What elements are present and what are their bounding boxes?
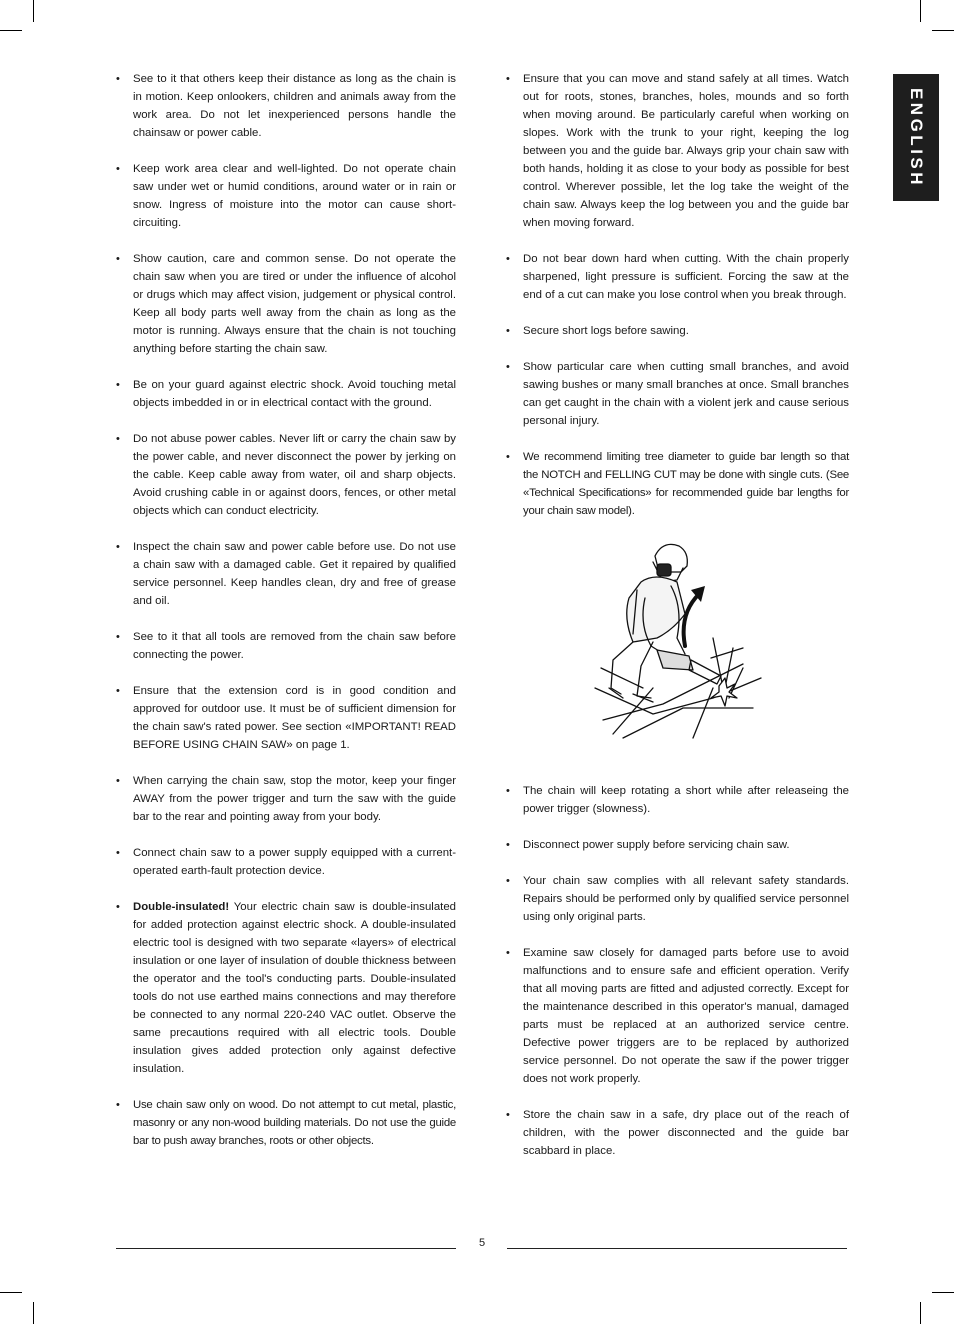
crop-mark [920,1302,921,1324]
list-item: • Your chain saw complies with all relevant safety standards. Repairs should be performed only by qualified service personnel using only original parts. [505,872,849,926]
list-item: • See to it that all tools are removed from the chain saw before connecting the power. [115,628,456,664]
crop-mark [0,1292,22,1293]
list-item: • Double-insulated! Your electric chain saw is double-insulated for added protection against electric shock. A double-insulated electric tool is designed with two separate «layers» of electrical insulation or one layer of insulation of double thickness between the operator and the tool's conducting parts. Double-insulated tools do not use earthed mains connections and may therefore be connected to any normal 220-240 VAC outlet. Observe the same precautions required with all electric tools. Double insulation gives added protection only against defective insulation. [115,898,456,1078]
list-item: • Show caution, care and common sense. Do not operate the chain saw when you are tired or under the influence of alcohol or drugs which may affect vision, judgement or physical control. Keep all body parts well away from the chain as long as the motor is running. Always ensure that the chain is not touching anything before starting the chain saw. [115,250,456,358]
list-item: • Be on your guard against electric shock. Avoid touching metal objects imbedded in or in electrical contact with the ground. [115,376,456,412]
list-item: • Secure short logs before sawing. [505,322,849,340]
crop-mark [920,0,921,22]
right-bullet-list-bottom [505,782,849,1160]
list-item: • Do not bear down hard when cutting. With the chain properly sharpened, light pressure is sufficient. Forcing the saw at the end of a cut can make you lose control when you break through. [505,250,849,304]
chainsaw-illustration [505,538,849,758]
crop-mark [932,1292,954,1293]
list-item: • When carrying the chain saw, stop the motor, keep your finger AWAY from the power trigger and turn the saw with the guide bar to the rear and pointing away from your body. [115,772,456,826]
list-item: • Show particular care when cutting small branches, and avoid sawing bushes or many small branches at once. Small branches can get caught in the chain with a violent jerk and cause serious personal injury. [505,358,849,430]
list-item: • Inspect the chain saw and power cable before use. Do not use a chain saw with a damaged cable. Get it repaired by qualified service personnel. Keep handles clean, dry and free of grease and oil. [115,538,456,610]
crop-mark [932,30,954,31]
footer-rule-left [116,1248,456,1249]
list-item: • Disconnect power supply before servicing chain saw. [505,836,849,854]
left-bullet-list [115,70,456,1150]
right-bullet-list-top [505,70,849,520]
list-item: • Examine saw closely for damaged parts before use to avoid malfunctions and to ensure safe and efficient operation. Verify that all moving parts are fitted and adjusted correctly. Except for the maintenance described in this operator's manual, damaged parts must be replaced at an authorized service centre. Defective power triggers are to be replaced by authorized service personnel. Do not operate the saw if the power trigger does not work properly. [505,944,849,1088]
list-item: • Store the chain saw in a safe, dry place out of the reach of children, with the power disconnected and the guide bar scabbard in place. [505,1106,849,1160]
list-item: • See to it that others keep their distance as long as the chain is in motion. Keep onlookers, children and animals away from the work area. Do not let inexperienced persons handle the chainsaw or power cable. [115,70,456,142]
footer-rule-right [507,1248,847,1249]
right-column [505,70,849,1178]
worker-cutting-branches-icon [593,538,763,748]
list-item: • Ensure that you can move and stand safely at all times. Watch out for roots, stones, branches, holes, mounds and so forth when moving around. Be particularly careful when working on slopes. Work with the trunk to your right, keeping the log between you and the guide bar. Always grip your chain saw with both hands, holding it as close to your body as possible for best control. Wherever possible, let the log take the weight of the chain saw. Always keep the log between you and the guide bar when moving forward. [505,70,849,232]
list-item: • Connect chain saw to a power supply equipped with a current-operated earth-fault protection device. [115,844,456,880]
list-item: • The chain will keep rotating a short while after releaseing the power trigger (slowness). [505,782,849,818]
crop-mark [33,0,34,22]
left-column [115,70,456,1168]
crop-mark [0,30,22,31]
list-item: • Keep work area clear and well-lighted. Do not operate chain saw under wet or humid conditions, around water or in rain or snow. Ingress of moisture into the motor can cause short-circuiting. [115,160,456,232]
language-tab [893,74,939,201]
crop-mark [33,1302,34,1324]
list-item: • Do not abuse power cables. Never lift or carry the chain saw by the power cable, and never disconnect the power by jerking on the cable. Keep cable away from water, oil and sharp objects. Avoid crushing cable in or against doors, fences, or other metal objects which can conduct electricity. [115,430,456,520]
list-item: • Use chain saw only on wood. Do not attempt to cut metal, plastic, masonry or any non-wood building materials. Do not use the guide bar to push away branches, roots or other objects. [115,1096,456,1150]
list-item: • We recommend limiting tree diameter to guide bar length so that the NOTCH and FELLING CUT may be done with single cuts. (See «Technical Specifications» for recommended guide bar lengths for your chain saw model). [505,448,849,520]
language-tab-label: ENGLISH [907,87,926,188]
list-item: • Ensure that the extension cord is in good condition and approved for outdoor use. It must be of sufficient dimension for the chain saw's rated power. See section «IMPORTANT! READ BEFORE USING CHAIN SAW» on page 1. [115,682,456,754]
page-number: 5 [478,1237,486,1249]
bold-lead: Double-insulated! [133,901,230,913]
